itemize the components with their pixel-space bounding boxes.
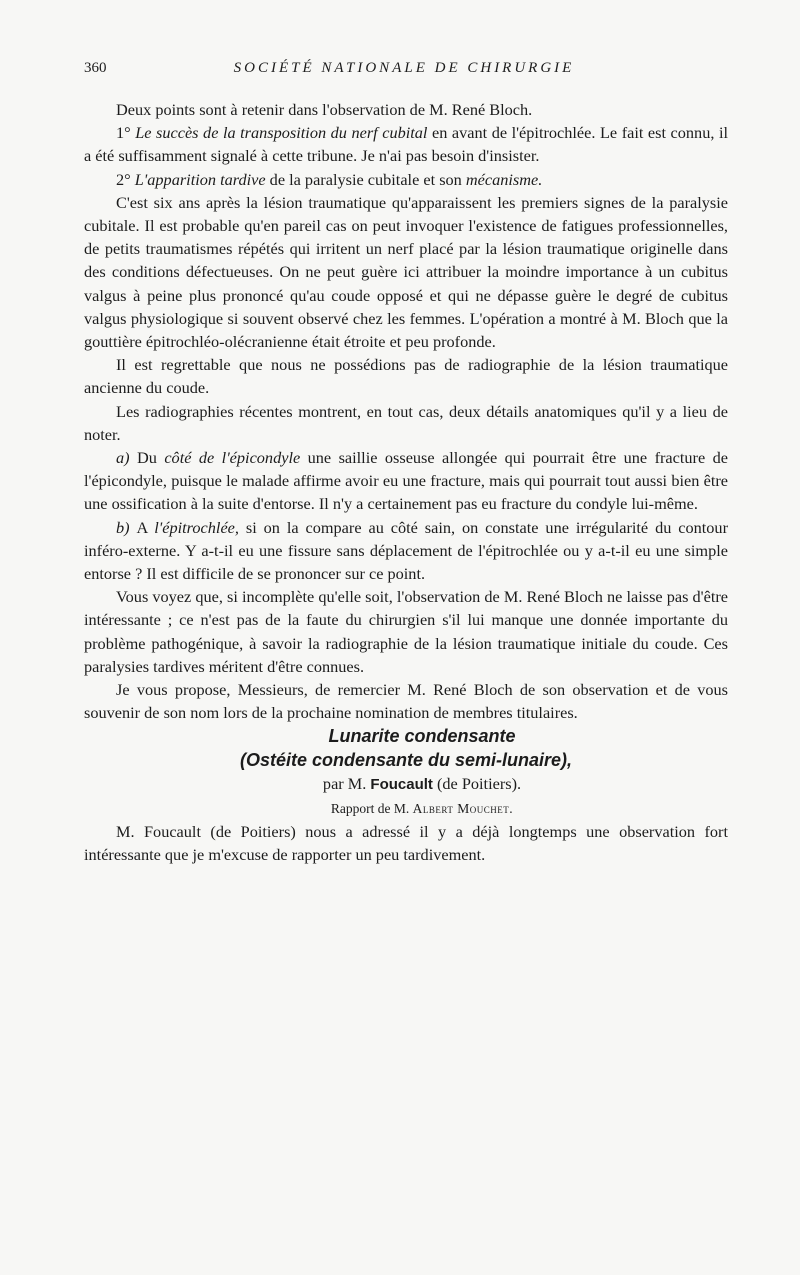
report-prefix: Rapport de M. <box>330 800 413 816</box>
point-number: 2° <box>116 169 135 189</box>
paragraph-text: une saillie osseuse allongée qui pourrait être une fracture de l'épicondyle, puisque le malade affirme avoir eu une fracture, mais qui pourrait tout aussi bien être une ossification à la suite d'entorse. Il n'y a certainement pas eu fracture du condyle lui-même. <box>84 448 728 514</box>
paragraph <box>84 446 728 516</box>
paragraph: Les radiographies récentes montrent, en tout cas, deux détails anatomiques qu'il y a lieu de noter. <box>84 401 728 444</box>
byline <box>84 772 728 796</box>
item-label: a) <box>116 448 137 468</box>
paragraph: Vous voyez que, si incomplète qu'elle soit, l'observation de M. René Bloch ne laisse pas d'être intéressante ; ce n'est pas de la faute du chirurgien s'il lui manque une donnée importante du problème pathogénique, à savoir la radiographie de la lésion traumatique initiale du coude. Ces paralysies tardives méritent d'être connues. <box>84 587 728 676</box>
paragraph: Il est regrettable que nous ne possédions pas de radiographie de la lésion traumatique ancienne du coude. <box>84 355 728 398</box>
article-heading <box>84 724 728 819</box>
reporter-name: Albert Mouchet. <box>412 800 514 816</box>
byline-author: Foucault <box>370 776 433 794</box>
paragraph-text: si on la compare au côté sain, on constate une irrégularité du contour inféro-externe. Y a-t-il eu une fissure sans déplacement de l'épitrochlée ou y a-t-il eu une simple entorse ? Il est difficile de se prononcer sur ce point. <box>84 517 728 584</box>
paragraph-text: Du <box>137 448 165 468</box>
emphasis: mécanisme. <box>465 169 543 189</box>
article-title <box>84 724 728 772</box>
paragraph: Je vous propose, Messieurs, de remercier M. René Bloch de son observation et de vous souvenir de son nom lors de la prochaine nomination de membres titulaires. <box>84 680 728 723</box>
emphasis: l'épitrochlée, <box>154 517 239 537</box>
emphasis: L'apparition tardive <box>134 169 266 189</box>
article-subtitle: (Ostéite condensante du semi-lunaire), <box>239 750 573 771</box>
page-number: 360 <box>84 60 107 76</box>
paragraph-text: A <box>136 517 155 537</box>
report-line <box>84 797 728 820</box>
emphasis: Le succès de la transposition du nerf cubital <box>135 123 428 143</box>
paragraph-text: de la paralysie cubitale et son <box>265 169 466 189</box>
byline-suffix: (de Poitiers). <box>432 774 522 794</box>
page-header <box>84 60 724 84</box>
item-label: b) <box>116 517 137 537</box>
paragraph <box>84 168 728 191</box>
paragraph: M. Foucault (de Poitiers) nous a adressé il y a déjà longtemps une observation fort intéressante que je m'excuse de rapporter un peu tardivement. <box>84 821 728 865</box>
paragraph: Deux points sont à retenir dans l'observation de M. René Bloch. <box>116 100 533 119</box>
point-number: 1° <box>116 123 136 143</box>
paragraph: C'est six ans après la lésion traumatique qu'apparaissent les premiers signes de la paralysie cubitale. Il est probable qu'en pareil cas on peut invoquer l'existence de fatigues professionnelles, de petits traumatismes répétés qui irritent un nerf placé par la lésion traumatique originelle dans des conditions défectueuses. On ne peut guère ici attribuer la moindre importance à un cubitus valgus à peine plus prononcé qu'au coude opposé et qui ne dépasse guère le degré de cubitus valgus physiologique si souvent observé chez les femmes. L'opération a montré à M. Bloch que la gouttière épitrochléo-olécranienne était étroite et peu profonde. <box>84 192 728 352</box>
paragraph <box>84 121 728 167</box>
running-title: SOCIÉTÉ NATIONALE DE CHIRURGIE <box>233 60 575 76</box>
page-content <box>84 98 728 866</box>
paragraph-text: en avant de l'épitrochlée. Le fait est connu, il a été suffisamment signalé à cette tribune. Je n'ai pas besoin d'insister. <box>84 123 728 166</box>
emphasis: côté de l'épicondyle <box>164 448 301 468</box>
title-text: Lunarite condensante <box>328 726 516 747</box>
paragraph <box>84 516 728 586</box>
byline-prefix: par M. <box>322 774 371 794</box>
